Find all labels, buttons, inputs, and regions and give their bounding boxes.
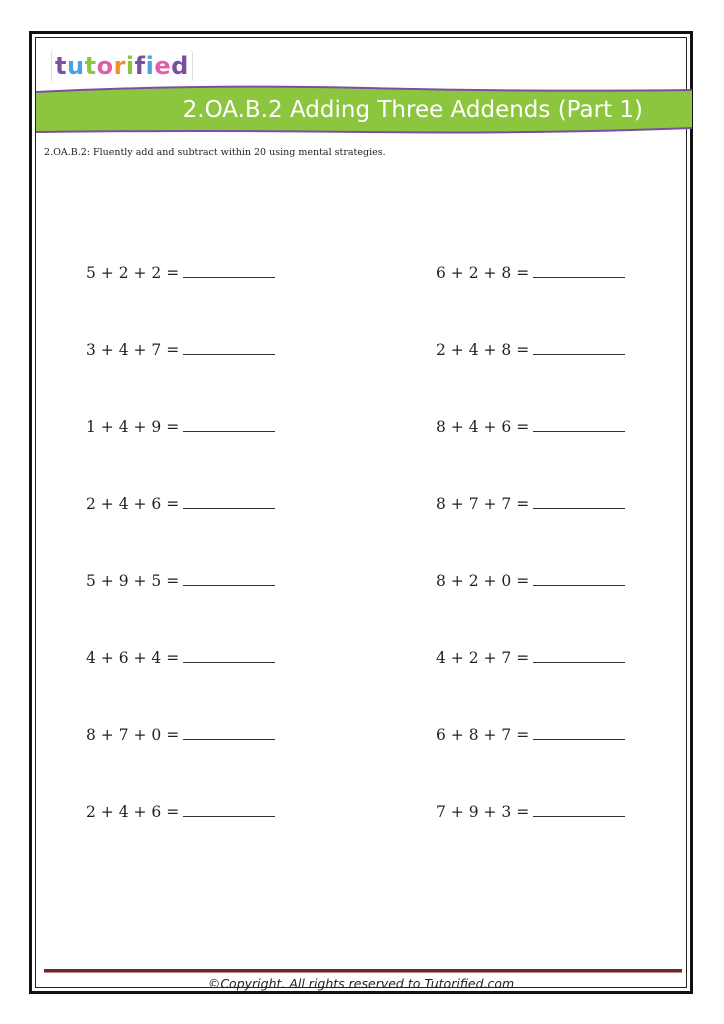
answer-blank[interactable] xyxy=(533,265,625,278)
problem-expression: 5 + 2 + 2 = xyxy=(86,264,180,282)
logo-letter: o xyxy=(96,52,114,80)
problem-expression: 6 + 2 + 8 = xyxy=(436,264,530,282)
problem-expression: 5 + 9 + 5 = xyxy=(86,572,180,590)
answer-blank[interactable] xyxy=(183,727,275,740)
problem-expression: 8 + 7 + 7 = xyxy=(436,495,530,513)
problem-item xyxy=(86,418,275,436)
answer-blank[interactable] xyxy=(183,573,275,586)
problem-item xyxy=(86,341,275,359)
problem-expression: 8 + 2 + 0 = xyxy=(436,572,530,590)
answer-blank[interactable] xyxy=(533,419,625,432)
answer-blank[interactable] xyxy=(533,496,625,509)
answer-blank[interactable] xyxy=(533,650,625,663)
answer-blank[interactable] xyxy=(183,419,275,432)
problem-item xyxy=(436,726,625,744)
problem-item xyxy=(436,572,625,590)
problem-expression: 1 + 4 + 9 = xyxy=(86,418,180,436)
logo-letter: t xyxy=(55,52,67,80)
answer-blank[interactable] xyxy=(533,342,625,355)
problem-expression: 2 + 4 + 8 = xyxy=(436,341,530,359)
problem-expression: 3 + 4 + 7 = xyxy=(86,341,180,359)
worksheet-frame xyxy=(29,31,693,994)
worksheet-inner-border xyxy=(35,37,687,991)
problem-item xyxy=(86,572,275,590)
problem-item xyxy=(86,726,275,744)
problem-item xyxy=(86,649,275,667)
answer-blank[interactable] xyxy=(183,650,275,663)
logo-letter: i xyxy=(145,52,155,80)
answer-blank[interactable] xyxy=(533,573,625,586)
problem-item xyxy=(436,803,625,821)
problem-item xyxy=(436,495,625,513)
problem-item xyxy=(86,803,275,821)
page-title: 2.OA.B.2 Adding Three Addends (Part 1) xyxy=(182,97,643,123)
footer-divider xyxy=(44,969,682,973)
problem-expression: 2 + 4 + 6 = xyxy=(86,803,180,821)
problem-expression: 6 + 8 + 7 = xyxy=(436,726,530,744)
problem-item xyxy=(436,418,625,436)
answer-blank[interactable] xyxy=(183,265,275,278)
tutorified-logo xyxy=(51,50,193,82)
problem-item xyxy=(86,495,275,513)
problem-item xyxy=(436,264,625,282)
problem-expression: 2 + 4 + 6 = xyxy=(86,495,180,513)
answer-blank[interactable] xyxy=(183,342,275,355)
answer-blank[interactable] xyxy=(533,727,625,740)
logo-letter: d xyxy=(171,52,189,80)
problem-item xyxy=(436,341,625,359)
problem-item xyxy=(436,649,625,667)
logo-letter: f xyxy=(134,52,146,80)
problem-expression: 8 + 7 + 0 = xyxy=(86,726,180,744)
problem-expression: 8 + 4 + 6 = xyxy=(436,418,530,436)
logo-letter: e xyxy=(154,52,172,80)
logo-letter: r xyxy=(113,52,126,80)
logo-letter: u xyxy=(66,52,85,80)
problem-expression: 4 + 2 + 7 = xyxy=(436,649,530,667)
copyright-notice: ©Copyright. All rights reserved to Tutorified.com xyxy=(207,976,515,991)
answer-blank[interactable] xyxy=(183,804,275,817)
answer-blank[interactable] xyxy=(533,804,625,817)
problem-item xyxy=(86,264,275,282)
logo-letter: i xyxy=(125,52,135,80)
problem-expression: 4 + 6 + 4 = xyxy=(86,649,180,667)
answer-blank[interactable] xyxy=(183,496,275,509)
logo-letter: t xyxy=(84,52,97,80)
problem-expression: 7 + 9 + 3 = xyxy=(436,803,530,821)
title-banner xyxy=(36,84,686,140)
standard-description: 2.OA.B.2: Fluently add and subtract within 20 using mental strategies. xyxy=(44,147,386,158)
